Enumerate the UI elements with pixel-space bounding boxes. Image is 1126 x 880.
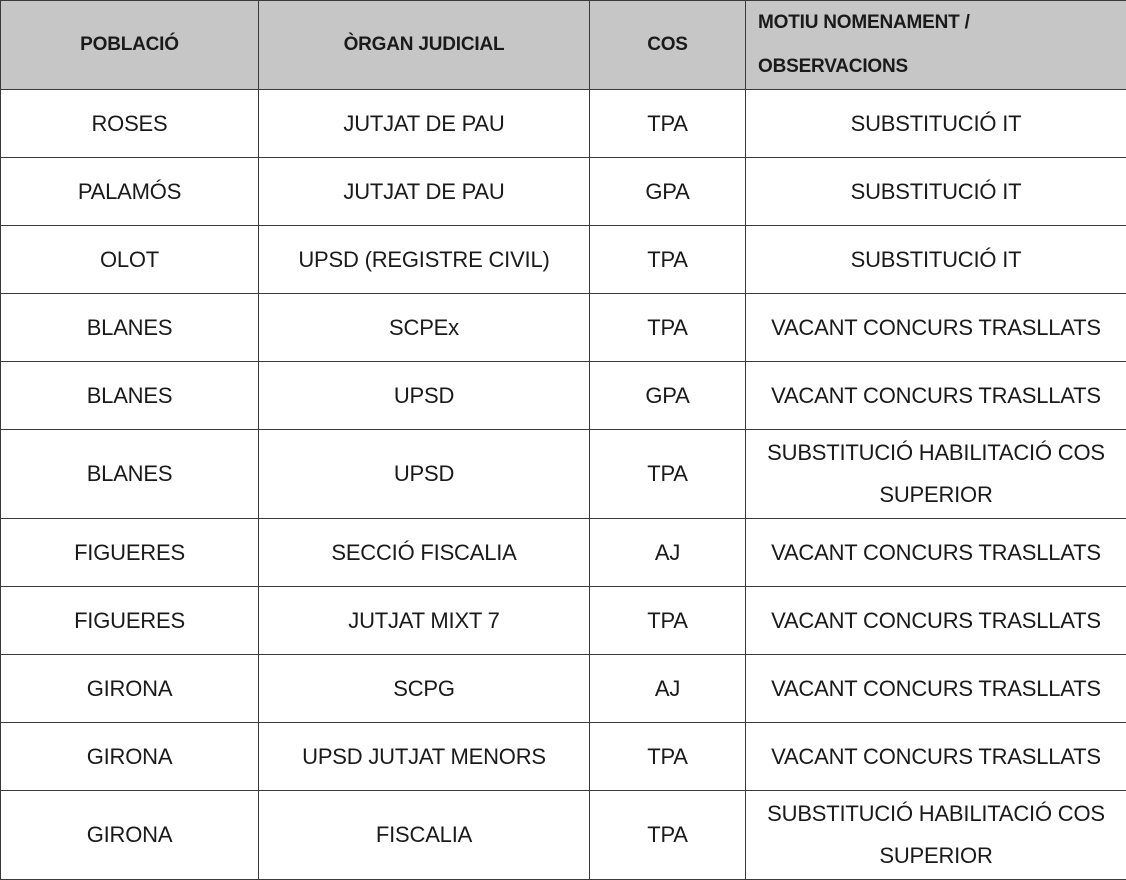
cell-cos: TPA <box>590 226 746 294</box>
table-row <box>1 90 1126 158</box>
table-row <box>1 362 1126 430</box>
cell-cos: GPA <box>590 362 746 430</box>
cell-poblacio: BLANES <box>1 362 259 430</box>
cell-motiu: VACANT CONCURS TRASLLATS <box>746 655 1126 723</box>
cell-cos: TPA <box>590 587 746 655</box>
cell-motiu: SUBSTITUCIÓ IT <box>746 226 1126 294</box>
cell-poblacio: GIRONA <box>1 791 259 880</box>
table-row <box>1 294 1126 362</box>
cell-cos: TPA <box>590 723 746 791</box>
cell-motiu: VACANT CONCURS TRASLLATS <box>746 587 1126 655</box>
cell-cos: TPA <box>590 294 746 362</box>
cell-motiu: VACANT CONCURS TRASLLATS <box>746 723 1126 791</box>
cell-organ: SCPEx <box>259 294 590 362</box>
cell-motiu: VACANT CONCURS TRASLLATS <box>746 362 1126 430</box>
cell-organ: SCPG <box>259 655 590 723</box>
cell-poblacio: BLANES <box>1 294 259 362</box>
cell-cos: TPA <box>590 90 746 158</box>
cell-motiu: SUBSTITUCIÓ HABILITACIÓ COS SUPERIOR <box>746 791 1126 880</box>
cell-motiu: SUBSTITUCIÓ HABILITACIÓ COS SUPERIOR <box>746 430 1126 519</box>
cell-motiu: SUBSTITUCIÓ IT <box>746 90 1126 158</box>
cell-organ: SECCIÓ FISCALIA <box>259 519 590 587</box>
cell-poblacio: FIGUERES <box>1 587 259 655</box>
cell-cos: TPA <box>590 791 746 880</box>
table-body <box>1 90 1126 880</box>
cell-motiu: VACANT CONCURS TRASLLATS <box>746 294 1126 362</box>
cell-motiu: VACANT CONCURS TRASLLATS <box>746 519 1126 587</box>
cell-cos: TPA <box>590 430 746 519</box>
table-row <box>1 158 1126 226</box>
cell-organ: JUTJAT DE PAU <box>259 90 590 158</box>
header-organ-judicial: ÒRGAN JUDICIAL <box>259 1 590 90</box>
cell-organ: FISCALIA <box>259 791 590 880</box>
table-header <box>1 1 1126 90</box>
cell-organ: UPSD (REGISTRE CIVIL) <box>259 226 590 294</box>
cell-poblacio: ROSES <box>1 90 259 158</box>
cell-motiu: SUBSTITUCIÓ IT <box>746 158 1126 226</box>
table-row <box>1 519 1126 587</box>
cell-cos: AJ <box>590 519 746 587</box>
cell-poblacio: GIRONA <box>1 723 259 791</box>
header-row <box>1 1 1126 90</box>
cell-poblacio: BLANES <box>1 430 259 519</box>
cell-cos: AJ <box>590 655 746 723</box>
cell-poblacio: PALAMÓS <box>1 158 259 226</box>
header-cos: COS <box>590 1 746 90</box>
cell-organ: UPSD <box>259 430 590 519</box>
header-motiu-observacions: MOTIU NOMENAMENT / OBSERVACIONS <box>746 1 1126 90</box>
cell-organ: UPSD JUTJAT MENORS <box>259 723 590 791</box>
cell-poblacio: OLOT <box>1 226 259 294</box>
cell-organ: JUTJAT DE PAU <box>259 158 590 226</box>
cell-organ: JUTJAT MIXT 7 <box>259 587 590 655</box>
table-row <box>1 723 1126 791</box>
table-row <box>1 655 1126 723</box>
table-row <box>1 791 1126 880</box>
table-row <box>1 587 1126 655</box>
header-poblacio: POBLACIÓ <box>1 1 259 90</box>
table-row <box>1 226 1126 294</box>
table-row <box>1 430 1126 519</box>
cell-poblacio: FIGUERES <box>1 519 259 587</box>
cell-poblacio: GIRONA <box>1 655 259 723</box>
cell-organ: UPSD <box>259 362 590 430</box>
cell-cos: GPA <box>590 158 746 226</box>
